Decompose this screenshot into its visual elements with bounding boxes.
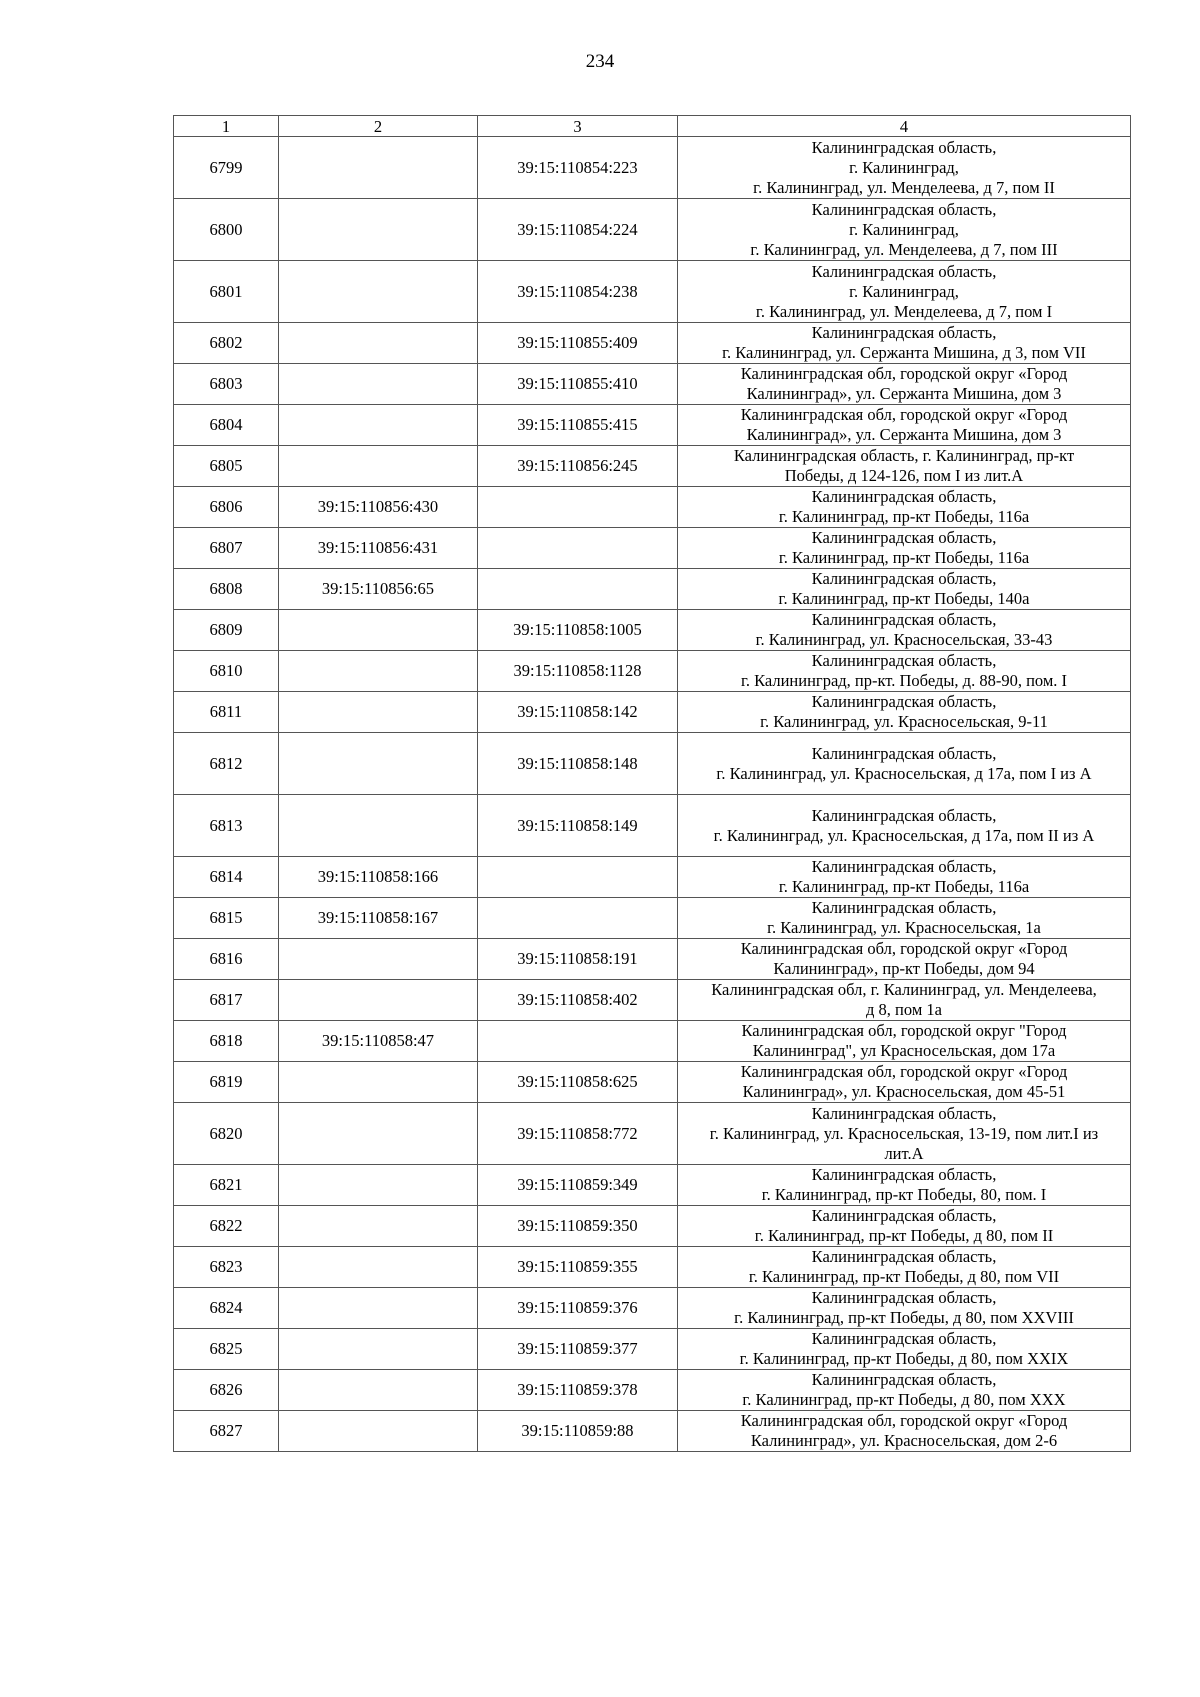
cell-number: 6812: [174, 733, 279, 795]
cell-number: 6809: [174, 610, 279, 651]
column-header-3: 3: [478, 116, 678, 137]
address-line: лит.А: [884, 1143, 924, 1163]
cell-address: [678, 651, 1131, 692]
cell-col2: [279, 1165, 478, 1206]
table-row: [174, 487, 1131, 528]
cell-address: [678, 487, 1131, 528]
address-line: Калининградская область,: [811, 199, 997, 219]
cell-number: 6815: [174, 898, 279, 939]
address-line: Калининградская обл, городской округ «Город: [740, 1062, 1068, 1081]
column-header-1: 1: [174, 116, 279, 137]
table-row: [174, 323, 1131, 364]
address-line: Калининград», пр-кт Победы, дом 94: [773, 959, 1035, 978]
table-row: [174, 1411, 1131, 1452]
address-line: Калининградская область,: [811, 1370, 997, 1389]
address-line: Калининградская область, г. Калининград, пр-кт: [733, 446, 1075, 465]
address-line: Калининград», ул. Красносельская, дом 45-51: [742, 1082, 1066, 1101]
table-row: [174, 569, 1131, 610]
cell-col2: [279, 1329, 478, 1370]
cell-address: [678, 1247, 1131, 1288]
cell-col2: 39:15:110856:430: [279, 487, 478, 528]
address-line: г. Калининград, ул. Менделеева, д 7, пом II: [753, 177, 1055, 197]
cell-col2: [279, 1370, 478, 1411]
table-row: [174, 1165, 1131, 1206]
cell-col2: [279, 733, 478, 795]
address-line: г. Калининград, ул. Менделеева, д 7, пом III: [750, 239, 1058, 259]
cell-col3: 39:15:110859:349: [478, 1165, 678, 1206]
column-header-2: 2: [279, 116, 478, 137]
cell-address: [678, 1165, 1131, 1206]
address-line: Калининградская обл, городской округ «Город: [740, 1411, 1068, 1430]
cell-col3: 39:15:110859:88: [478, 1411, 678, 1452]
cell-number: 6827: [174, 1411, 279, 1452]
cell-col2: [279, 939, 478, 980]
address-line: г. Калининград, ул. Красносельская, 33-43: [755, 630, 1053, 649]
address-line: Калининградская область,: [811, 857, 997, 876]
cell-col2: 39:15:110858:166: [279, 857, 478, 898]
address-line: Калининградская область,: [811, 137, 997, 157]
table-row: [174, 651, 1131, 692]
cell-number: 6799: [174, 137, 279, 199]
cell-address: [678, 980, 1131, 1021]
address-line: г. Калининград, пр-кт Победы, д 80, пом II: [754, 1226, 1054, 1245]
cell-col2: [279, 1247, 478, 1288]
table-row: [174, 692, 1131, 733]
address-line: г. Калининград, пр-кт Победы, д 80, пом VII: [748, 1267, 1060, 1286]
address-line: г. Калининград, пр-кт Победы, д 80, пом XXVIII: [734, 1308, 1074, 1327]
cell-col2: [279, 795, 478, 857]
cell-address: [678, 1206, 1131, 1247]
address-line: Калининградская область,: [811, 651, 997, 670]
address-line: г. Калининград, ул. Менделеева, д 7, пом I: [755, 301, 1053, 321]
cell-address: [678, 446, 1131, 487]
address-line: Калининградская область,: [811, 528, 997, 547]
cell-col3: [478, 569, 678, 610]
address-line: г. Калининград, пр-кт Победы, 140а: [778, 589, 1030, 608]
address-line: Калининградская область,: [811, 1206, 997, 1225]
cell-number: 6801: [174, 261, 279, 323]
table-header-row: [174, 116, 1131, 137]
address-line: Калининградская область,: [811, 1165, 997, 1184]
address-line: г. Калининград, ул. Красносельская, 13-19, пом лит.I из: [709, 1123, 1099, 1143]
table-row: [174, 939, 1131, 980]
cell-col2: 39:15:110858:167: [279, 898, 478, 939]
cell-address: [678, 939, 1131, 980]
address-line: г. Калининград, пр-кт. Победы, д. 88-90, пом. I: [740, 671, 1068, 690]
cell-col2: [279, 1411, 478, 1452]
cell-col2: [279, 199, 478, 261]
address-line: г. Калининград,: [849, 281, 959, 301]
cell-col3: 39:15:110858:1128: [478, 651, 678, 692]
address-line: Калининградская область,: [811, 569, 997, 588]
table-row: [174, 733, 1131, 795]
table-row: [174, 1288, 1131, 1329]
cell-number: 6810: [174, 651, 279, 692]
cell-address: [678, 692, 1131, 733]
cell-col2: [279, 1103, 478, 1165]
cell-number: 6824: [174, 1288, 279, 1329]
cell-address: [678, 1370, 1131, 1411]
table-row: [174, 1329, 1131, 1370]
cell-col3: 39:15:110859:355: [478, 1247, 678, 1288]
address-line: Калининград», ул. Красносельская, дом 2-6: [750, 1431, 1058, 1450]
cell-address: [678, 1062, 1131, 1103]
cell-col3: 39:15:110858:142: [478, 692, 678, 733]
cell-number: 6825: [174, 1329, 279, 1370]
cell-col2: [279, 1062, 478, 1103]
table-row: [174, 137, 1131, 199]
address-line: г. Калининград,: [849, 157, 959, 177]
cell-address: [678, 1021, 1131, 1062]
address-line: Калининградская область,: [811, 487, 997, 506]
cell-col2: 39:15:110856:431: [279, 528, 478, 569]
cell-address: [678, 569, 1131, 610]
cell-col2: [279, 980, 478, 1021]
cell-number: 6800: [174, 199, 279, 261]
cell-number: 6822: [174, 1206, 279, 1247]
cell-col3: 39:15:110855:410: [478, 364, 678, 405]
table-row: [174, 1206, 1131, 1247]
address-line: г. Калининград, пр-кт Победы, 116а: [778, 877, 1030, 896]
cell-col3: 39:15:110855:415: [478, 405, 678, 446]
address-line: г. Калининград, пр-кт Победы, д 80, пом XXX: [742, 1390, 1066, 1409]
table-row: [174, 980, 1131, 1021]
cell-address: [678, 898, 1131, 939]
address-line: Калининградская область,: [811, 1247, 997, 1266]
table-row: [174, 1062, 1131, 1103]
cell-number: 6804: [174, 405, 279, 446]
address-line: Калининград», ул. Сержанта Мишина, дом 3: [746, 425, 1062, 444]
address-line: Калининградская область,: [811, 805, 997, 825]
address-line: д 8, пом 1а: [866, 1000, 942, 1019]
cell-number: 6808: [174, 569, 279, 610]
cell-col2: [279, 323, 478, 364]
address-line: Калининградская область,: [811, 261, 997, 281]
cell-col2: [279, 692, 478, 733]
column-header-4: 4: [678, 116, 1131, 137]
cell-number: 6816: [174, 939, 279, 980]
cell-col3: 39:15:110858:149: [478, 795, 678, 857]
cell-col3: 39:15:110859:350: [478, 1206, 678, 1247]
page-number: 234: [585, 51, 615, 72]
address-line: Калининград», ул. Сержанта Мишина, дом 3: [746, 384, 1062, 403]
cell-number: 6817: [174, 980, 279, 1021]
address-line: Калининградская обл, г. Калининград, ул. Менделеева,: [711, 980, 1097, 999]
cell-col3: 39:15:110854:223: [478, 137, 678, 199]
cell-col2: [279, 364, 478, 405]
cell-col3: 39:15:110858:148: [478, 733, 678, 795]
cell-address: [678, 364, 1131, 405]
cell-col2: [279, 405, 478, 446]
table-row: [174, 610, 1131, 651]
table-row: [174, 795, 1131, 857]
cell-col2: [279, 446, 478, 487]
cell-number: 6820: [174, 1103, 279, 1165]
cell-col3: 39:15:110859:377: [478, 1329, 678, 1370]
cell-col3: 39:15:110858:625: [478, 1062, 678, 1103]
address-line: Калининград", ул Красносельская, дом 17а: [752, 1041, 1056, 1060]
table-row: [174, 1021, 1131, 1062]
address-line: Калининградская область,: [811, 898, 997, 917]
cell-number: 6807: [174, 528, 279, 569]
table-row: [174, 446, 1131, 487]
cell-col2: 39:15:110856:65: [279, 569, 478, 610]
table-row: [174, 364, 1131, 405]
cell-address: [678, 199, 1131, 261]
cell-address: [678, 261, 1131, 323]
address-line: г. Калининград, пр-кт Победы, 80, пом. I: [761, 1185, 1047, 1204]
cell-number: 6821: [174, 1165, 279, 1206]
cell-address: [678, 1329, 1131, 1370]
cell-address: [678, 528, 1131, 569]
cell-col2: [279, 610, 478, 651]
cell-col2: [279, 1288, 478, 1329]
address-line: г. Калининград, ул. Красносельская, д 17а, пом II из А: [713, 825, 1095, 845]
table-body: [174, 137, 1131, 1452]
cell-col3: [478, 487, 678, 528]
table-row: [174, 528, 1131, 569]
cell-address: [678, 733, 1131, 795]
cell-col3: 39:15:110858:1005: [478, 610, 678, 651]
cell-col3: 39:15:110855:409: [478, 323, 678, 364]
cell-address: [678, 857, 1131, 898]
cell-number: 6819: [174, 1062, 279, 1103]
cell-col3: 39:15:110854:238: [478, 261, 678, 323]
cell-col2: [279, 1206, 478, 1247]
cell-col3: 39:15:110859:378: [478, 1370, 678, 1411]
address-line: Калининградская область,: [811, 1103, 997, 1123]
address-line: Калининградская область,: [811, 1288, 997, 1307]
address-line: Калининградская область,: [811, 743, 997, 763]
registry-table: [173, 115, 1131, 1452]
address-line: г. Калининград,: [849, 219, 959, 239]
cell-address: [678, 405, 1131, 446]
table-row: [174, 857, 1131, 898]
cell-number: 6823: [174, 1247, 279, 1288]
cell-col2: [279, 137, 478, 199]
cell-col2: [279, 651, 478, 692]
cell-col3: [478, 528, 678, 569]
cell-number: 6802: [174, 323, 279, 364]
cell-number: 6818: [174, 1021, 279, 1062]
table-row: [174, 1103, 1131, 1165]
address-line: Калининградская обл, городской округ «Город: [740, 405, 1068, 424]
address-line: г. Калининград, пр-кт Победы, 116а: [778, 548, 1030, 567]
cell-col3: [478, 857, 678, 898]
address-line: г. Калининград, ул. Сержанта Мишина, д 3, пом VII: [722, 343, 1086, 362]
cell-address: [678, 1288, 1131, 1329]
table-row: [174, 405, 1131, 446]
cell-address: [678, 1103, 1131, 1165]
cell-col3: 39:15:110856:245: [478, 446, 678, 487]
address-line: Калининградская обл, городской округ «Город: [740, 364, 1068, 383]
address-line: г. Калининград, пр-кт Победы, д 80, пом XXIX: [739, 1349, 1069, 1368]
cell-address: [678, 1411, 1131, 1452]
address-line: Калининградская область,: [811, 1329, 997, 1348]
address-line: Победы, д 124-126, пом I из лит.А: [784, 466, 1024, 485]
address-line: Калининградская область,: [811, 610, 997, 629]
address-line: г. Калининград, ул. Красносельская, 1а: [767, 918, 1041, 937]
cell-number: 6811: [174, 692, 279, 733]
cell-number: 6803: [174, 364, 279, 405]
cell-col2: 39:15:110858:47: [279, 1021, 478, 1062]
cell-col3: 39:15:110858:402: [478, 980, 678, 1021]
cell-col3: 39:15:110859:376: [478, 1288, 678, 1329]
table-row: [174, 261, 1131, 323]
address-line: г. Калининград, ул. Красносельская, 9-11: [760, 712, 1048, 731]
table-row: [174, 1370, 1131, 1411]
address-line: Калининградская обл, городской округ "Город: [741, 1021, 1067, 1040]
cell-col3: [478, 1021, 678, 1062]
address-line: г. Калининград, пр-кт Победы, 116а: [778, 507, 1030, 526]
cell-address: [678, 323, 1131, 364]
cell-address: [678, 795, 1131, 857]
cell-number: 6814: [174, 857, 279, 898]
address-line: г. Калининград, ул. Красносельская, д 17а, пом I из А: [716, 763, 1092, 783]
table-row: [174, 898, 1131, 939]
cell-number: 6813: [174, 795, 279, 857]
address-line: Калининградская область,: [811, 323, 997, 342]
cell-col3: 39:15:110858:191: [478, 939, 678, 980]
cell-address: [678, 610, 1131, 651]
cell-number: 6806: [174, 487, 279, 528]
address-line: Калининградская область,: [811, 692, 997, 711]
cell-number: 6826: [174, 1370, 279, 1411]
address-line: Калининградская обл, городской округ «Город: [740, 939, 1068, 958]
cell-col2: [279, 261, 478, 323]
cell-address: [678, 137, 1131, 199]
table-row: [174, 199, 1131, 261]
cell-col3: 39:15:110858:772: [478, 1103, 678, 1165]
cell-col3: 39:15:110854:224: [478, 199, 678, 261]
cell-number: 6805: [174, 446, 279, 487]
cell-col3: [478, 898, 678, 939]
table-row: [174, 1247, 1131, 1288]
